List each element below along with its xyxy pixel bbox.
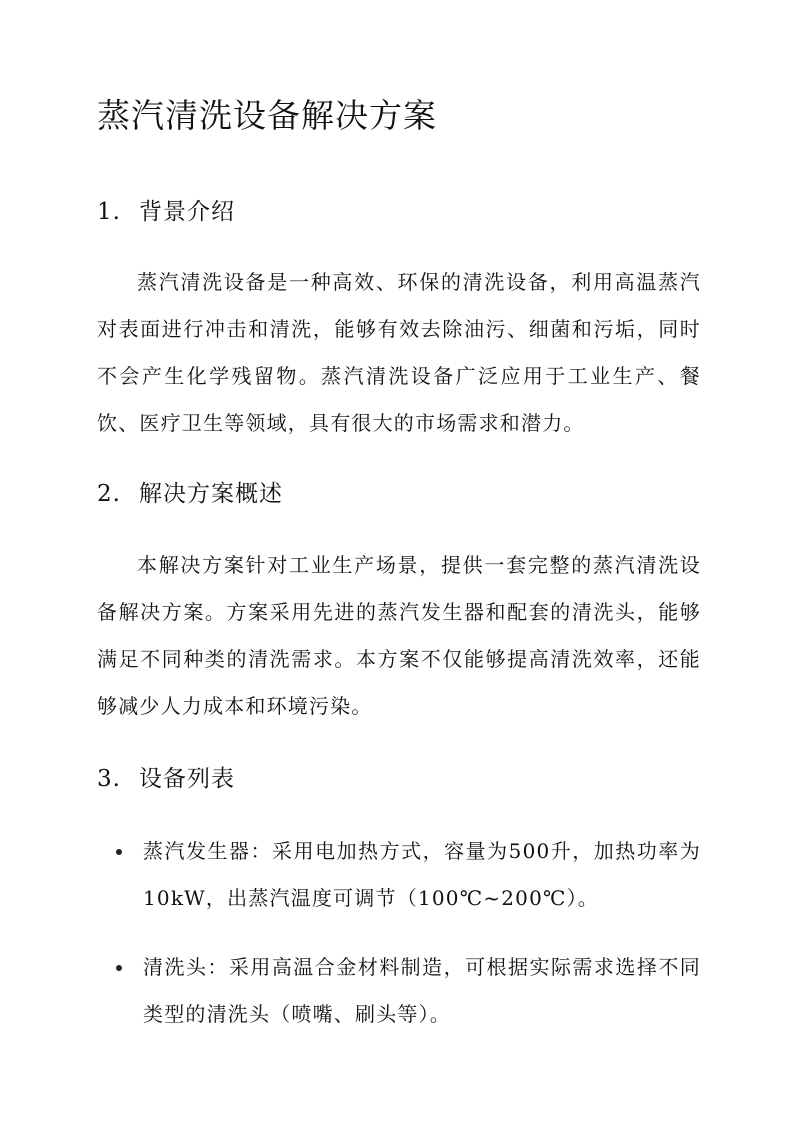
list-item — [97, 944, 701, 1038]
section-title: 设备列表 — [139, 766, 235, 792]
paragraph-solution-overview: 本解决方案针对工业生产场景，提供一套完整的蒸汽清洗设备解决方案。方案采用先进的蒸汽发生器和配套的清洗头，能够满足不同种类的清洗需求。本方案不仅能够提高清洗效率，还能够减少人力成本和环境污染。 — [97, 553, 701, 718]
document-title: 蒸汽清洗设备解决方案 — [97, 96, 437, 135]
list-item-text: 清洗头：采用高温合金材料制造，可根据实际需求选择不同类型的清洗头（喷嘴、刷头等）。 — [143, 955, 701, 1026]
list-item — [97, 828, 701, 922]
section-number: 2. — [97, 481, 121, 507]
section-number: 3. — [97, 766, 121, 792]
section-heading-background — [97, 196, 235, 228]
section-heading-equipment-list — [97, 763, 235, 795]
paragraph-background: 蒸汽清洗设备是一种高效、环保的清洗设备，利用高温蒸汽对表面进行冲击和清洗，能够有效去除油污、细菌和污垢，同时不会产生化学残留物。蒸汽清洗设备广泛应用于工业生产、餐饮、医疗卫生等领域，具有很大的市场需求和潜力。 — [97, 270, 701, 435]
bullet-icon — [116, 965, 122, 971]
list-item-text: 蒸汽发生器：采用电加热方式，容量为500升，加热功率为10kW，出蒸汽温度可调节（100℃~200℃）。 — [143, 839, 701, 910]
section-heading-solution-overview — [97, 478, 283, 510]
bullet-icon — [116, 849, 122, 855]
section-title: 解决方案概述 — [139, 481, 283, 507]
section-number: 1. — [97, 199, 121, 225]
section-title: 背景介绍 — [139, 199, 235, 225]
equipment-list — [97, 828, 701, 1038]
